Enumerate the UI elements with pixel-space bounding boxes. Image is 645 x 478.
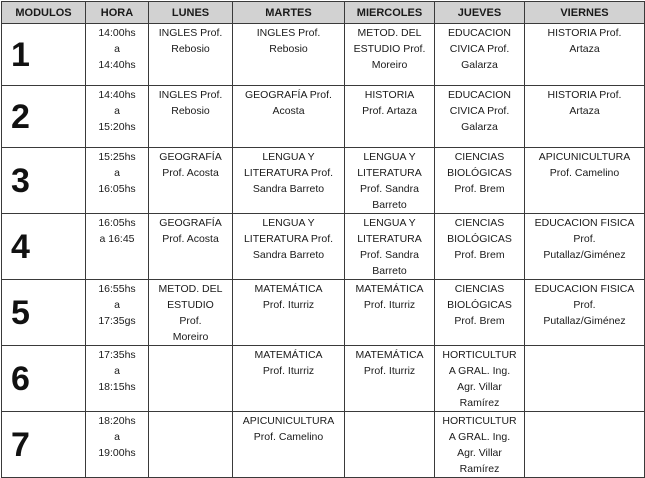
cell-text-line: 18:20hs bbox=[98, 415, 136, 427]
cell-text-line: Prof. bbox=[573, 233, 596, 245]
cell-text-line: INGLES Prof. bbox=[158, 27, 223, 39]
cell-text-line: a bbox=[114, 167, 120, 179]
schedule-row bbox=[2, 214, 645, 280]
cell-text-line: Ramírez bbox=[459, 397, 500, 409]
cell-text-line: 16:05hs bbox=[98, 217, 136, 229]
header-viernes: VIERNES bbox=[525, 2, 645, 24]
cell-text-line: LITERATURA bbox=[357, 167, 422, 179]
cell-text-line: LENGUA Y bbox=[363, 217, 416, 229]
cell-text-line: APICUNICULTURA bbox=[538, 151, 631, 163]
schedule-row bbox=[2, 280, 645, 346]
cell-text-line: a bbox=[114, 431, 120, 443]
cell-text-line: 19:00hs bbox=[98, 447, 136, 459]
martes-subject-cell bbox=[233, 24, 345, 86]
cell-text-line: Rebosio bbox=[269, 43, 308, 55]
header-miercoles: MIERCOLES bbox=[345, 2, 435, 24]
cell-text-line: CIENCIAS bbox=[454, 151, 505, 163]
cell-text-line: MATEMÁTICA bbox=[254, 349, 323, 361]
cell-text-line: INGLES Prof. bbox=[256, 27, 321, 39]
cell-text-line: HORTICULTUR bbox=[442, 415, 517, 427]
cell-text-line: METOD. DEL bbox=[357, 27, 422, 39]
cell-text-line: Prof. Iturriz bbox=[262, 299, 315, 311]
module-number-cell bbox=[2, 148, 86, 214]
schedule-row bbox=[2, 346, 645, 412]
cell-text-line: 15:20hs bbox=[98, 121, 136, 133]
cell-text-line: METOD. DEL bbox=[158, 283, 223, 295]
module-number: 7 bbox=[11, 425, 30, 464]
schedule-table bbox=[1, 1, 645, 478]
schedule-row bbox=[2, 412, 645, 478]
cell-text-line: 14:00hs bbox=[98, 27, 136, 39]
cell-text-line: Prof. bbox=[573, 299, 596, 311]
cell-text-line: EDUCACION bbox=[447, 89, 511, 101]
cell-text-line: LENGUA Y bbox=[262, 151, 315, 163]
module-number-cell bbox=[2, 412, 86, 478]
viernes-subject-cell bbox=[525, 24, 645, 86]
miercoles-subject-cell bbox=[345, 86, 435, 148]
cell-text-line: GEOGRAFÍA Prof. bbox=[245, 89, 332, 101]
jueves-subject-cell bbox=[435, 148, 525, 214]
cell-text-line: Barreto bbox=[372, 199, 407, 211]
cell-text-line: MATEMÁTICA bbox=[355, 349, 424, 361]
cell-text-line: BIOLÓGICAS bbox=[447, 167, 512, 179]
jueves-subject-cell bbox=[435, 86, 525, 148]
cell-text-line: Prof. Sandra bbox=[360, 249, 419, 261]
cell-text-line: Prof. Iturriz bbox=[363, 299, 416, 311]
cell-text-line: Galarza bbox=[461, 59, 498, 71]
cell-text-line: Rebosio bbox=[171, 105, 210, 117]
time-cell bbox=[86, 346, 149, 412]
cell-text-line: Acosta bbox=[272, 105, 305, 117]
cell-text-line: Prof. Sandra bbox=[360, 183, 419, 195]
cell-text-line: a bbox=[114, 105, 120, 117]
cell-text-line: 14:40hs bbox=[98, 89, 136, 101]
lunes-subject-cell bbox=[149, 86, 233, 148]
module-number-cell bbox=[2, 346, 86, 412]
cell-text-line: CIENCIAS bbox=[454, 283, 505, 295]
module-number-cell bbox=[2, 214, 86, 280]
cell-text-line: LITERATURA Prof. bbox=[243, 167, 334, 179]
martes-subject-cell bbox=[233, 148, 345, 214]
time-cell bbox=[86, 86, 149, 148]
cell-text-line: a bbox=[114, 43, 120, 55]
cell-text-line: HISTORIA Prof. bbox=[547, 89, 622, 101]
cell-text-line: Prof. bbox=[179, 315, 202, 327]
module-number: 1 bbox=[11, 35, 30, 74]
cell-text-line: CIVICA Prof. bbox=[449, 105, 510, 117]
martes-subject-cell bbox=[233, 214, 345, 280]
lunes-subject-cell bbox=[149, 280, 233, 346]
cell-text-line: LITERATURA bbox=[357, 233, 422, 245]
module-number: 2 bbox=[11, 97, 30, 136]
cell-text-line: a bbox=[114, 299, 120, 311]
cell-text-line: Prof. Acosta bbox=[162, 167, 219, 179]
cell-text-line: EDUCACION FISICA bbox=[534, 217, 635, 229]
cell-text-line: Prof. Acosta bbox=[162, 233, 219, 245]
cell-text-line: Agr. Villar bbox=[457, 447, 502, 459]
viernes-subject-cell bbox=[525, 148, 645, 214]
miercoles-subject-cell bbox=[345, 412, 435, 478]
cell-text-line: Sandra Barreto bbox=[252, 183, 325, 195]
header-jueves: JUEVES bbox=[435, 2, 525, 24]
cell-text-line: 16:55hs bbox=[98, 283, 136, 295]
cell-text-line: CIVICA Prof. bbox=[449, 43, 510, 55]
cell-text-line: Agr. Villar bbox=[457, 381, 502, 393]
jueves-subject-cell bbox=[435, 346, 525, 412]
jueves-subject-cell bbox=[435, 280, 525, 346]
module-number: 6 bbox=[11, 359, 30, 398]
cell-text-line: Artaza bbox=[569, 105, 600, 117]
viernes-subject-cell bbox=[525, 86, 645, 148]
cell-text-line: GEOGRAFÍA bbox=[159, 151, 222, 163]
viernes-subject-cell bbox=[525, 280, 645, 346]
cell-text-line: LITERATURA Prof. bbox=[243, 233, 334, 245]
cell-text-line: Prof. Artaza bbox=[362, 105, 417, 117]
module-number: 4 bbox=[11, 227, 30, 266]
cell-text-line: Putallaz/Giménez bbox=[543, 249, 626, 261]
cell-text-line: EDUCACION bbox=[447, 27, 511, 39]
cell-text-line: Rebosio bbox=[171, 43, 210, 55]
miercoles-subject-cell bbox=[345, 214, 435, 280]
module-number-cell bbox=[2, 24, 86, 86]
viernes-subject-cell bbox=[525, 412, 645, 478]
viernes-subject-cell bbox=[525, 346, 645, 412]
cell-text-line: Prof. Camelino bbox=[253, 431, 324, 443]
cell-text-line: Prof. Brem bbox=[454, 183, 505, 195]
cell-text-line: 18:15hs bbox=[98, 381, 136, 393]
cell-text-line: 17:35hs bbox=[98, 349, 136, 361]
cell-text-line: APICUNICULTURA bbox=[242, 415, 335, 427]
lunes-subject-cell bbox=[149, 24, 233, 86]
cell-text-line: a bbox=[114, 365, 120, 377]
time-cell bbox=[86, 280, 149, 346]
martes-subject-cell bbox=[233, 412, 345, 478]
time-cell bbox=[86, 24, 149, 86]
jueves-subject-cell bbox=[435, 412, 525, 478]
header-lunes: LUNES bbox=[149, 2, 233, 24]
cell-text-line: LENGUA Y bbox=[262, 217, 315, 229]
miercoles-subject-cell bbox=[345, 24, 435, 86]
cell-text-line: Ramírez bbox=[459, 463, 500, 475]
miercoles-subject-cell bbox=[345, 346, 435, 412]
schedule-row bbox=[2, 86, 645, 148]
cell-text-line: Prof. Iturriz bbox=[262, 365, 315, 377]
cell-text-line: Moreiro bbox=[172, 331, 209, 343]
jueves-subject-cell bbox=[435, 24, 525, 86]
miercoles-subject-cell bbox=[345, 148, 435, 214]
martes-subject-cell bbox=[233, 280, 345, 346]
module-number: 3 bbox=[11, 161, 30, 200]
cell-text-line: Prof. Iturriz bbox=[363, 365, 416, 377]
viernes-subject-cell bbox=[525, 214, 645, 280]
cell-text-line: INGLES Prof. bbox=[158, 89, 223, 101]
lunes-subject-cell bbox=[149, 346, 233, 412]
cell-text-line: Prof. Brem bbox=[454, 315, 505, 327]
cell-text-line: MATEMÁTICA bbox=[355, 283, 424, 295]
header-row bbox=[2, 2, 645, 24]
cell-text-line: CIENCIAS bbox=[454, 217, 505, 229]
module-number-cell bbox=[2, 280, 86, 346]
cell-text-line: EDUCACION FISICA bbox=[534, 283, 635, 295]
cell-text-line: HISTORIA Prof. bbox=[547, 27, 622, 39]
header-martes: MARTES bbox=[233, 2, 345, 24]
time-cell bbox=[86, 412, 149, 478]
lunes-subject-cell bbox=[149, 412, 233, 478]
cell-text-line: Moreiro bbox=[371, 59, 408, 71]
cell-text-line: HORTICULTUR bbox=[442, 349, 517, 361]
cell-text-line: MATEMÁTICA bbox=[254, 283, 323, 295]
cell-text-line: Galarza bbox=[461, 121, 498, 133]
miercoles-subject-cell bbox=[345, 280, 435, 346]
martes-subject-cell bbox=[233, 86, 345, 148]
header-hora: HORA bbox=[86, 2, 149, 24]
cell-text-line: Prof. Brem bbox=[454, 249, 505, 261]
cell-text-line: GEOGRAFÍA bbox=[159, 217, 222, 229]
cell-text-line: Putallaz/Giménez bbox=[543, 315, 626, 327]
module-number: 5 bbox=[11, 293, 30, 332]
cell-text-line: Artaza bbox=[569, 43, 600, 55]
cell-text-line: Prof. Camelino bbox=[549, 167, 620, 179]
time-cell bbox=[86, 148, 149, 214]
jueves-subject-cell bbox=[435, 214, 525, 280]
cell-text-line: 17:35gs bbox=[98, 315, 136, 327]
cell-text-line: ESTUDIO Prof. bbox=[353, 43, 426, 55]
schedule-row bbox=[2, 148, 645, 214]
cell-text-line: a 16:45 bbox=[99, 233, 135, 245]
cell-text-line: ESTUDIO bbox=[167, 299, 214, 311]
module-number-cell bbox=[2, 86, 86, 148]
time-cell bbox=[86, 214, 149, 280]
cell-text-line: Barreto bbox=[372, 265, 407, 277]
cell-text-line: A GRAL. Ing. bbox=[448, 365, 511, 377]
header-modulos: MODULOS bbox=[2, 2, 86, 24]
cell-text-line: HISTORIA bbox=[364, 89, 415, 101]
cell-text-line: BIOLÓGICAS bbox=[447, 299, 512, 311]
cell-text-line: A GRAL. Ing. bbox=[448, 431, 511, 443]
lunes-subject-cell bbox=[149, 148, 233, 214]
cell-text-line: LENGUA Y bbox=[363, 151, 416, 163]
cell-text-line: 16:05hs bbox=[98, 183, 136, 195]
martes-subject-cell bbox=[233, 346, 345, 412]
cell-text-line: BIOLÓGICAS bbox=[447, 233, 512, 245]
cell-text-line: 15:25hs bbox=[98, 151, 136, 163]
lunes-subject-cell bbox=[149, 214, 233, 280]
cell-text-line: Sandra Barreto bbox=[252, 249, 325, 261]
cell-text-line: 14:40hs bbox=[98, 59, 136, 71]
schedule-row bbox=[2, 24, 645, 86]
